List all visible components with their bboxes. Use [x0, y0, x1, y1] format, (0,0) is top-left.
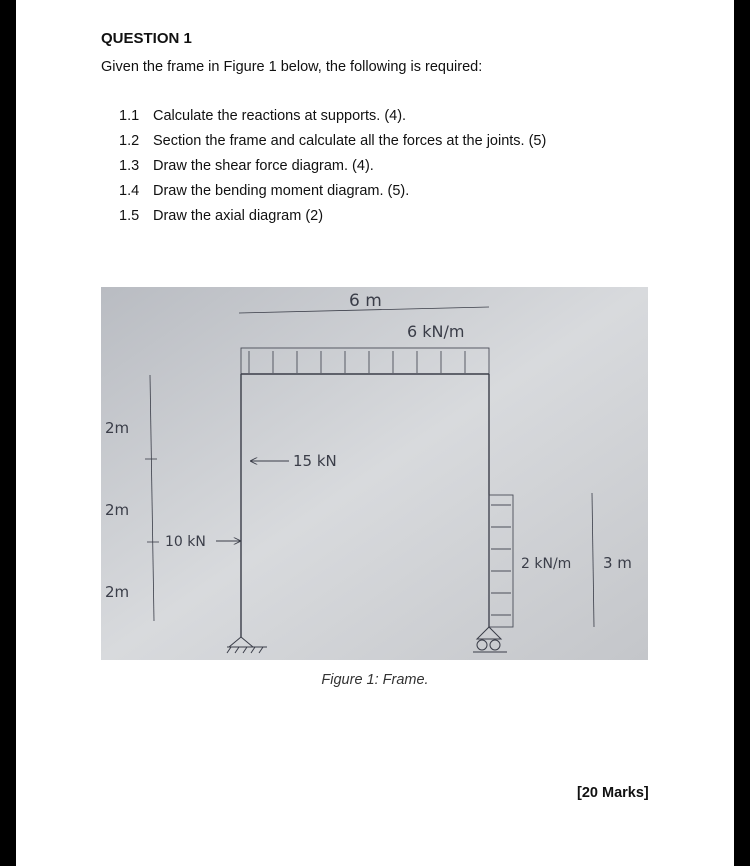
- document-page: [16, 0, 734, 866]
- task-item: [119, 183, 546, 208]
- frame-figure: [101, 287, 648, 660]
- task-item: [119, 208, 546, 233]
- task-text: Section the frame and calculate all the forces at the joints. (5): [153, 133, 547, 149]
- photo-background: [101, 287, 648, 660]
- question-intro: Given the frame in Figure 1 below, the following is required:: [101, 59, 483, 75]
- load-10-label: 10 kN: [165, 534, 206, 550]
- task-item: [119, 158, 546, 183]
- task-text: Draw the bending moment diagram. (5).: [153, 183, 410, 199]
- task-item: [119, 108, 546, 133]
- task-list: [119, 108, 546, 233]
- task-text: Draw the shear force diagram. (4).: [153, 158, 374, 174]
- side-height-label: 3 m: [603, 554, 632, 572]
- task-text: Calculate the reactions at supports. (4).: [153, 108, 407, 124]
- segment-label-2: 2m: [105, 501, 130, 519]
- question-title: QUESTION 1: [101, 30, 192, 47]
- segment-label-1: 2m: [105, 419, 130, 437]
- task-number: 1.2: [119, 133, 140, 149]
- task-number: 1.1: [119, 108, 140, 124]
- marks-total: [20 Marks]: [577, 785, 649, 801]
- figure-caption: Figure 1: Frame.: [321, 672, 429, 688]
- load-15-label: 15 kN: [293, 452, 337, 470]
- task-item: [119, 133, 546, 158]
- udl-side-label: 2 kN/m: [521, 556, 572, 572]
- task-text: Draw the axial diagram (2): [153, 208, 324, 224]
- task-number: 1.5: [119, 208, 140, 224]
- task-number: 1.3: [119, 158, 140, 174]
- task-number: 1.4: [119, 183, 140, 199]
- segment-label-3: 2m: [105, 583, 130, 601]
- span-label: 6 m: [349, 291, 382, 311]
- udl-top-label: 6 kN/m: [407, 322, 465, 341]
